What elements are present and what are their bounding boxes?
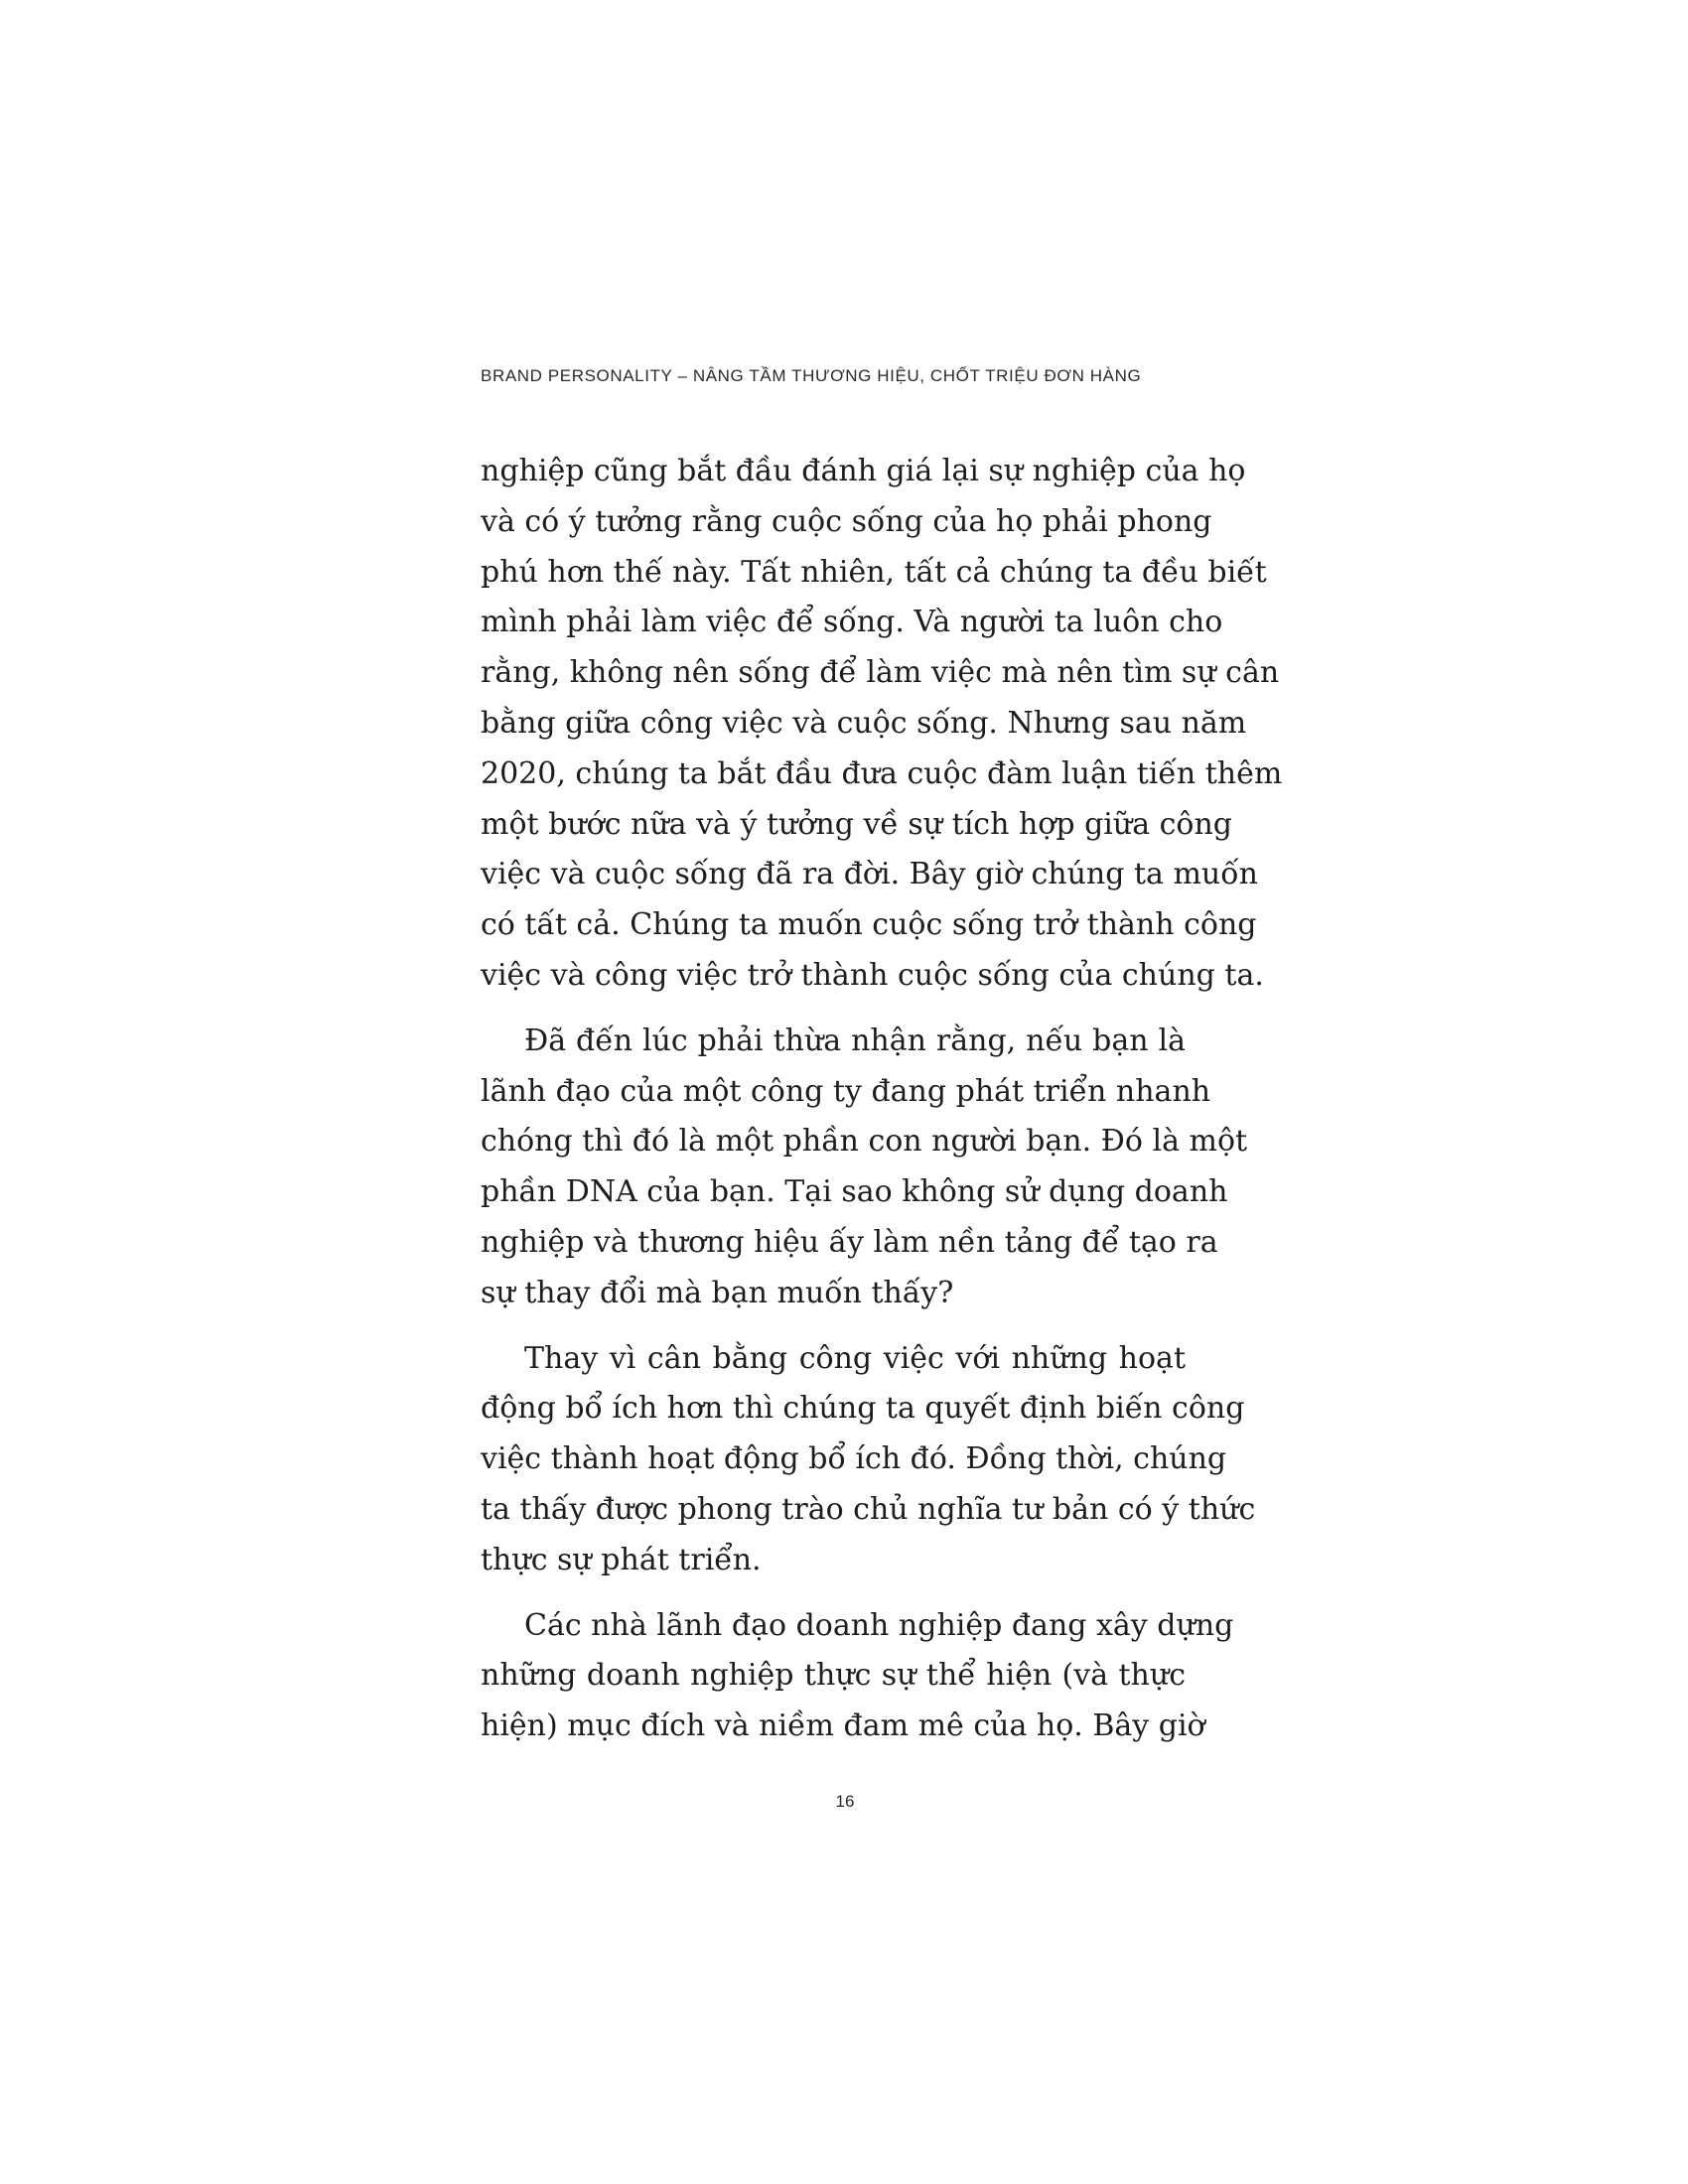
text-line: bằng giữa công việc và cuộc sống. Nhưng sau năm xyxy=(481,705,1247,741)
text-line: ta thấy được phong trào chủ nghĩa tư bản có ý thức xyxy=(481,1491,1256,1527)
text-line: thực sự phát triển. xyxy=(481,1542,762,1577)
text-line: việc và cuộc sống đã ra đời. Bây giờ chúng ta muốn xyxy=(481,857,1258,892)
text-line: Thay vì cân bằng công việc với những hoạt xyxy=(524,1340,1186,1376)
text-line: nghiệp cũng bắt đầu đánh giá lại sự nghiệp của họ xyxy=(481,454,1246,488)
text-line: việc và công việc trở thành cuộc sống của chúng ta. xyxy=(481,957,1264,993)
paragraph-3 xyxy=(481,1334,1256,1586)
text-line: 2020, chúng ta bắt đầu đưa cuộc đàm luận tiến thêm xyxy=(481,755,1283,791)
text-line: Đã đến lúc phải thừa nhận rằng, nếu bạn là xyxy=(524,1023,1186,1058)
text-line: rằng, không nên sống để làm việc mà nên tìm sự cân xyxy=(481,655,1280,691)
paragraph-4 xyxy=(481,1601,1234,1752)
text-line: lãnh đạo của một công ty đang phát triển nhanh xyxy=(481,1073,1211,1109)
running-header: BRAND PERSONALITY – NÂNG TẦM THƯƠNG HIỆU, CHỐT TRIỆU ĐƠN HÀNG xyxy=(481,366,1142,385)
text-line: sự thay đổi mà bạn muốn thấy? xyxy=(481,1275,954,1310)
paragraph-1 xyxy=(481,447,1283,1002)
text-line: động bổ ích hơn thì chúng ta quyết định biến công xyxy=(481,1391,1245,1427)
text-line: một bước nữa và ý tưởng về sự tích hợp giữa công xyxy=(481,806,1233,842)
text-line: nghiệp và thương hiệu ấy làm nền tảng để tạo ra xyxy=(481,1224,1218,1260)
page-number: 16 xyxy=(835,1792,855,1811)
text-line: những doanh nghiệp thực sự thể hiện (và thực xyxy=(481,1658,1186,1694)
text-line: việc thành hoạt động bổ ích đó. Đồng thời, chúng xyxy=(481,1441,1227,1477)
paragraph-2 xyxy=(481,1017,1248,1319)
text-line: mình phải làm việc để sống. Và người ta luôn cho xyxy=(481,605,1223,640)
text-line: hiện) mục đích và niềm đam mê của họ. Bây giờ xyxy=(481,1708,1205,1744)
text-line: có tất cả. Chúng ta muốn cuộc sống trở thành công xyxy=(481,907,1257,943)
text-line: và có ý tưởng rằng cuộc sống của họ phải phong xyxy=(481,503,1212,539)
text-line: phần DNA của bạn. Tại sao không sử dụng doanh xyxy=(481,1174,1228,1210)
text-line: phú hơn thế này. Tất nhiên, tất cả chúng ta đều biết xyxy=(481,554,1267,590)
body-text xyxy=(481,447,1283,1767)
text-line: Các nhà lãnh đạo doanh nghiệp đang xây dựng xyxy=(524,1607,1234,1643)
text-line: chóng thì đó là một phần con người bạn. Đó là một xyxy=(481,1124,1248,1160)
